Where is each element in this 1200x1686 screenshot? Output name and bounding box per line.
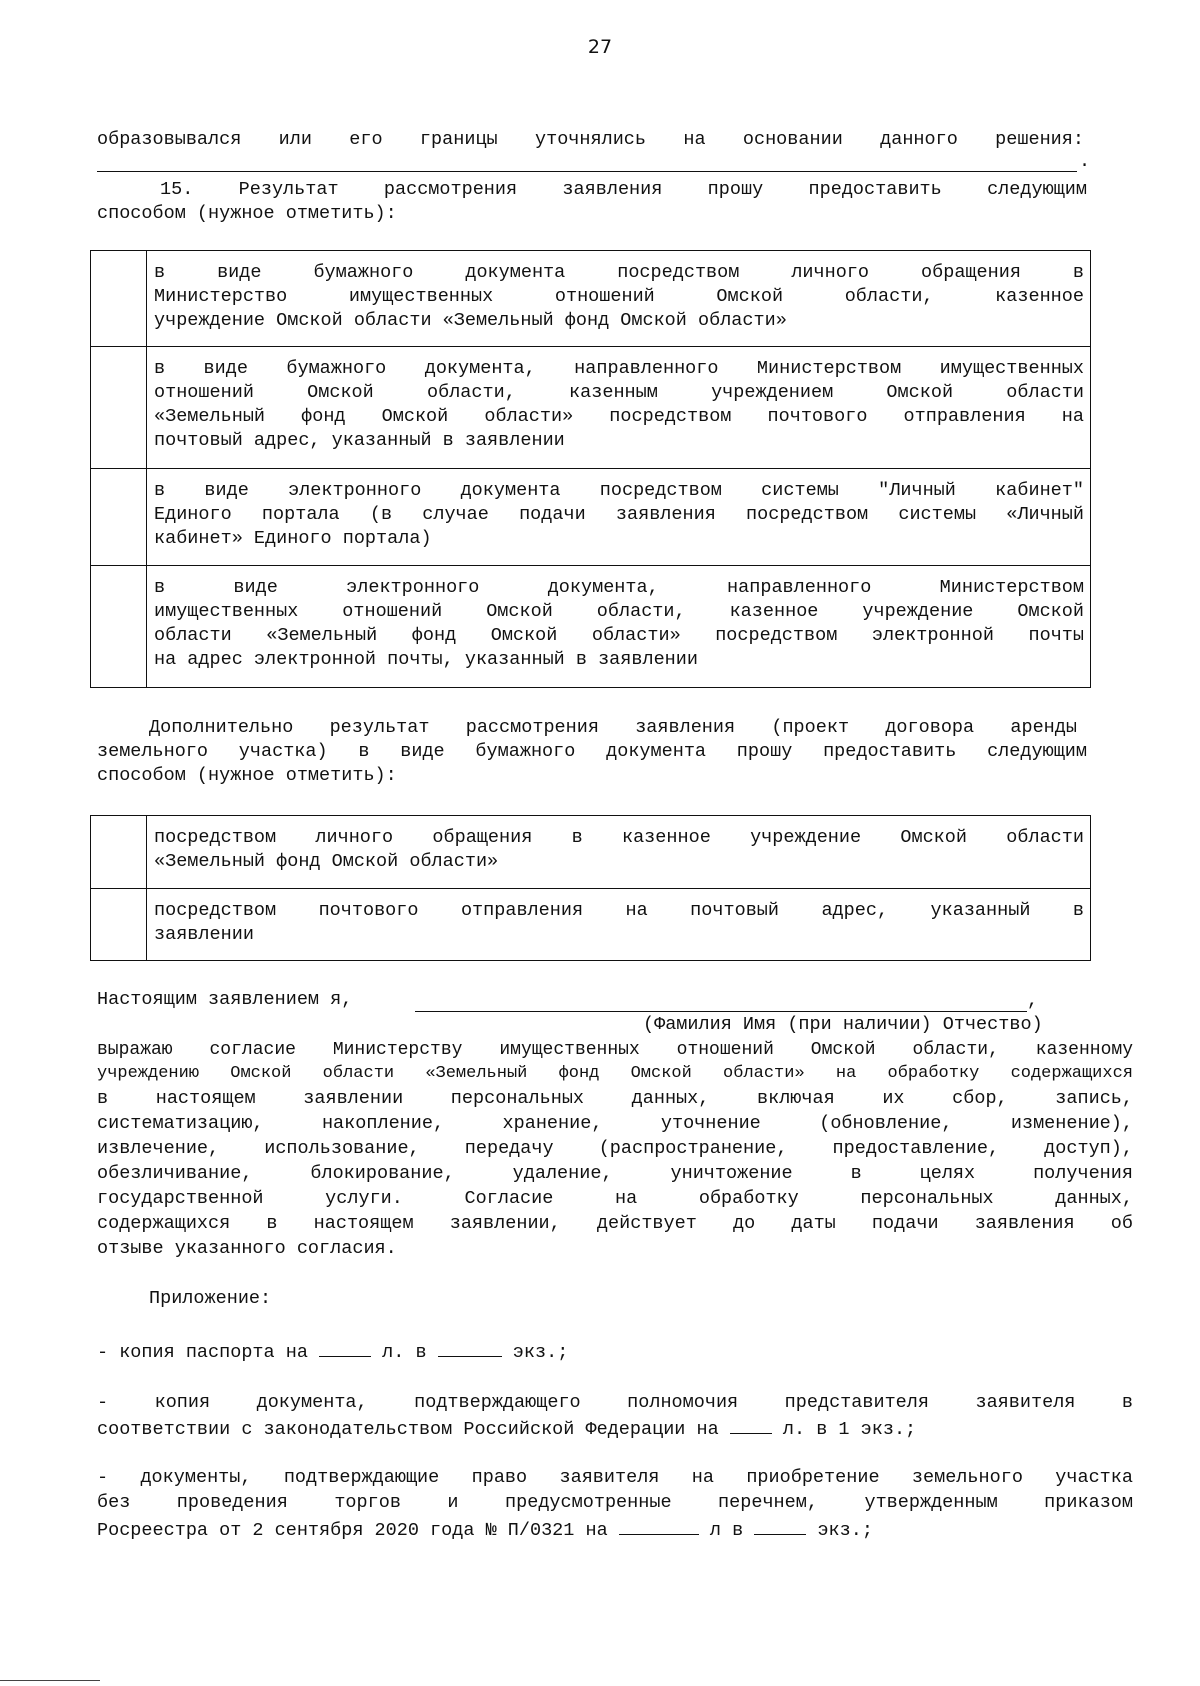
- consent-lead: Настоящим заявлением я,: [97, 989, 353, 1010]
- proxy-pages-field[interactable]: [730, 1415, 772, 1434]
- intro-end: .: [1079, 151, 1091, 172]
- delivery-option-row: [91, 469, 1091, 566]
- attachment-rights-line1: - документы, подтверждающие право заявителя на приобретение земельного участка: [97, 1467, 1133, 1488]
- attachment-proxy-line2: соответствии с законодательством Российской Федерации на л. в 1 экз.;: [97, 1415, 916, 1442]
- paper-delivery-table: [90, 815, 1091, 961]
- intro-underline: [97, 156, 1077, 172]
- consent-line: отзыве указанного согласия.: [97, 1238, 397, 1259]
- intro-line: образовывался или его границы уточнялись на основании данного решения:: [97, 129, 1084, 150]
- option-text: посредством личного обращения в казенное учреждение Омской области «Земельный фонд Омской области»: [147, 816, 1091, 889]
- full-name-caption: (Фамилия Имя (при наличии) Отчество): [643, 1014, 1043, 1035]
- attachments-title: Приложение:: [149, 1288, 272, 1309]
- passport-copies-field[interactable]: [438, 1338, 502, 1357]
- additional-line1: Дополнительно результат рассмотрения заявления (проект договора аренды: [149, 717, 1077, 738]
- item15-line2: способом (нужное отметить):: [97, 203, 397, 224]
- option-checkbox[interactable]: [91, 469, 147, 566]
- consent-line: государственной услуги. Согласие на обработку персональных данных,: [97, 1188, 1133, 1209]
- consent-comma: ,: [1027, 990, 1039, 1011]
- consent-line: извлечение, использование, передачу (распространение, предоставление, доступ),: [97, 1138, 1133, 1159]
- consent-line: обезличивание, блокирование, удаление, уничтожение в целях получения: [97, 1163, 1133, 1184]
- option-checkbox[interactable]: [91, 251, 147, 347]
- attachment-passport: - копия паспорта на л. в экз.;: [97, 1338, 568, 1365]
- consent-line: учреждению Омской области «Земельный фонд Омской области» на обработку содержащихся: [97, 1064, 1133, 1083]
- attachment-rights-line3: Росреестра от 2 сентября 2020 года № П/0321 на л в экз.;: [97, 1516, 873, 1543]
- passport-pages-field[interactable]: [319, 1338, 371, 1357]
- full-name-field[interactable]: [415, 991, 1027, 1012]
- delivery-option-row: [91, 566, 1091, 688]
- consent-line: выражаю согласие Министерству имущественных отношений Омской области, казенному: [97, 1040, 1133, 1060]
- option-text: в виде электронного документа посредством системы "Личный кабинет" Единого портала (в случае подачи заявления посредством системы «Личный кабинет» Единого портала): [147, 469, 1091, 566]
- option-checkbox[interactable]: [91, 816, 147, 889]
- delivery-option-row: [91, 251, 1091, 347]
- additional-line3: способом (нужное отметить):: [97, 765, 397, 786]
- page-number: 27: [587, 36, 613, 58]
- attachment-rights-line2: без проведения торгов и предусмотренные перечнем, утвержденным приказом: [97, 1492, 1133, 1513]
- additional-line2: земельного участка) в виде бумажного документа прошу предоставить следующим: [97, 741, 1087, 762]
- consent-line: содержащихся в настоящем заявлении, действует до даты подачи заявления об: [97, 1213, 1133, 1234]
- option-text: в виде бумажного документа посредством личного обращения в Министерство имущественных отношений Омской области, казенное учреждение Омской области «Земельный фонд Омской области»: [147, 251, 1091, 347]
- rights-copies-field[interactable]: [754, 1516, 806, 1535]
- delivery-options-table: [90, 250, 1091, 688]
- item15-line1: 15. Результат рассмотрения заявления прошу предоставить следующим: [160, 179, 1087, 200]
- option-checkbox[interactable]: [91, 566, 147, 688]
- paper-option-row: [91, 889, 1091, 961]
- consent-line: систематизацию, накопление, хранение, уточнение (обновление, изменение),: [97, 1113, 1133, 1134]
- delivery-option-row: [91, 347, 1091, 469]
- paper-option-row: [91, 816, 1091, 889]
- option-text: в виде электронного документа, направленного Министерством имущественных отношений Омской области, казенное учреждение Омской области «Земельный фонд Омской области» посредством электронной почты на адрес электронной почты, указанный в заявлении: [147, 566, 1091, 688]
- rights-pages-field[interactable]: [619, 1516, 699, 1535]
- option-checkbox[interactable]: [91, 889, 147, 961]
- attachment-proxy-line1: - копия документа, подтверждающего полномочия представителя заявителя в: [97, 1392, 1133, 1413]
- footnote-rule: [0, 1680, 100, 1681]
- option-text: посредством почтового отправления на почтовый адрес, указанный в заявлении: [147, 889, 1091, 961]
- consent-line: в настоящем заявлении персональных данных, включая их сбор, запись,: [97, 1088, 1133, 1109]
- option-text: в виде бумажного документа, направленного Министерством имущественных отношений Омской области, казенным учреждением Омской области «Земельный фонд Омской области» посредством почтового отправления на почтовый адрес, указанный в заявлении: [147, 347, 1091, 469]
- option-checkbox[interactable]: [91, 347, 147, 469]
